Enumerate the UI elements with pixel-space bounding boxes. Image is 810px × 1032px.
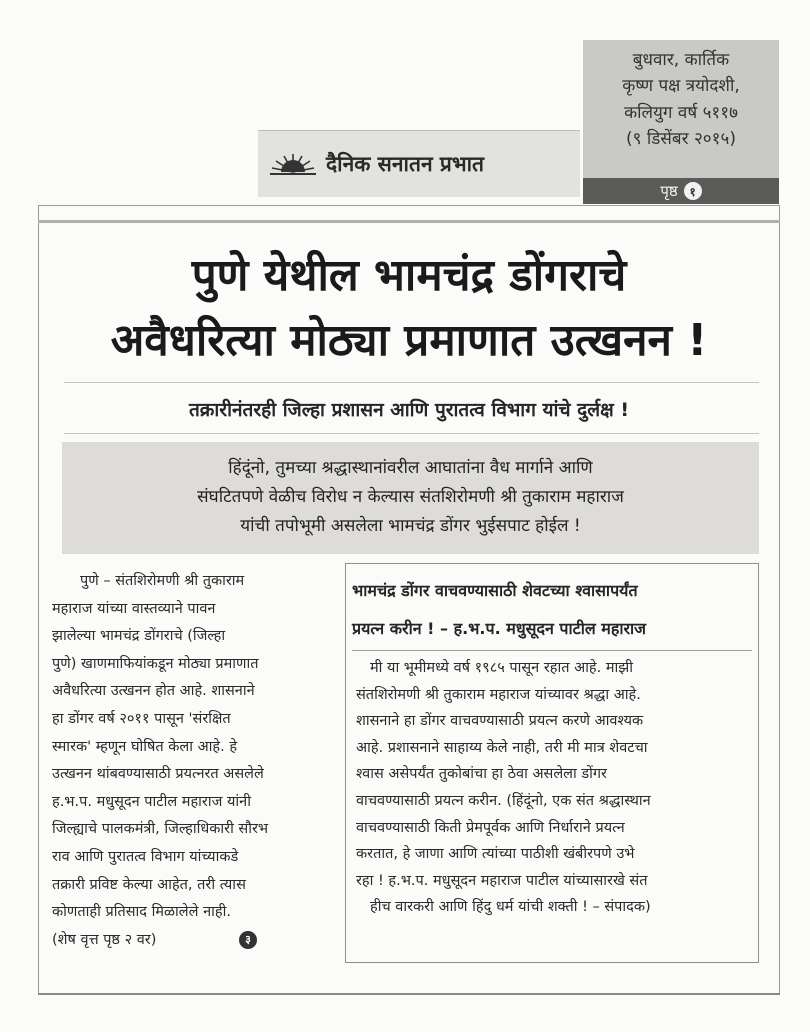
article-bottom-rule [38,993,780,995]
page-number-bar [583,178,779,204]
date-line-kaliyug-year: कलियुग वर्ष ५११७ [624,102,738,123]
sidebox-title-line: भामचंद्र डोंगर वाचवण्यासाठी शेवटच्या श्वासापर्यंत [352,581,638,600]
page-number-badge: १ [684,182,702,200]
subheadline-top-rule [64,382,759,383]
headline-line-1: पुणे येथील भामचंद्र डोंगराचे [191,250,627,301]
sidebox-title-line: प्रयत्न करीन ! – ह.भ.प. मधुसूदन पाटील महाराज [352,619,647,638]
body-line: राव आणि पुरातत्व विभाग यांच्याकडे [52,848,239,865]
sidebox-line: वाचवण्यासाठी प्रयत्न करीन. (हिंदूंनो, एक संत श्रद्धास्थान [356,792,651,809]
appeal-callout [62,442,759,554]
body-line: पुणे – संतशिरोमणी श्री तुकाराम [80,573,245,589]
sidebox-line: वाचवण्यासाठी किती प्रेमपूर्वक आणि निर्धाराने प्रयत्न [356,819,625,836]
callout-line: संघटितपणे वेळीच विरोध न केल्यास संतशिरोमणी श्री तुकाराम महाराज [197,487,624,508]
callout-line: हिंदूंनो, तुमच्या श्रद्धास्थानांवरील आघातांना वैध मार्गाने आणि [228,458,593,478]
sidebox-line: करतात, हे जाणा आणि त्यांच्या पाठीशी खंबीरपणे उभे [356,846,635,863]
sidebox-title-rule [352,650,752,651]
date-box [583,40,779,178]
continued-note-row [52,927,336,955]
body-line: पुणे) खाणमाफियांकडून मोठ्या प्रमाणात [52,655,259,672]
rising-sun-logo-icon [268,150,318,178]
sidebox-line: शासनाने हा डोंगर वाचवण्यासाठी प्रयत्न करणे आवश्यक [356,713,644,730]
newspaper-name: दैनिक सनातन प्रभात [326,152,485,176]
subheadline: तक्रारीनंतरही जिल्हा प्रशासन आणि पुरातत्व विभाग यांचे दुर्लक्ष ! [188,399,630,421]
sidebox-line: रहा ! ह.भ.प. मधुसूदन महाराज पाटील यांच्यासारखे संत [356,872,648,889]
sidebox-body [356,655,752,921]
headline-line-2: अवैधरित्या मोठ्या प्रमाणात उत्खनन ! [110,315,708,366]
article-body [52,568,336,954]
body-line: ह.भ.प. मधुसूदन पाटील महाराज यांनी [52,793,251,810]
callout-line: यांची तपोभूमी असलेला भामचंद्र डोंगर भुईसपाट होईल ! [240,516,581,537]
body-line: जिल्ह्याचे पालकमंत्री, जिल्हाधिकारी सौरभ [52,821,269,838]
date-line-weekday: बुधवार, कार्तिक [632,50,730,70]
body-line: तक्रारी प्रविष्ट केल्या आहेत, तरी त्यास [52,876,246,893]
body-line: कोणताही प्रतिसाद मिळालेले नाही. [52,904,231,921]
subheadline-bottom-rule [64,433,759,434]
date-line-gregorian: (९ डिसेंबर २०१५) [626,129,736,150]
sidebox-line: संतशिरोमणी श्री तुकाराम महाराज यांच्यावर श्रद्धा आहे. [356,686,641,703]
sidebox-line: आहे. प्रशासनाने साहाय्य केले नाही, तरी मी मात्र शेवटचा [356,739,648,756]
body-line: अवैधरित्या उत्खनन होत आहे. शासनाने [52,683,255,700]
body-line: उत्खनन थांबवण्यासाठी प्रयत्नरत असलेले [52,766,264,783]
continued-note: (शेष वृत्त पृष्ठ २ वर) [52,931,157,948]
page-label: पृष्ठ [660,182,678,200]
sidebox-line: हीच वारकरी आणि हिंदु धर्म यांची शक्ती ! – संपादक) [370,899,651,916]
sidebox-line: श्वास असेपर्यंत तुकोबांचा हा ठेवा असलेला डोंगर [356,766,607,783]
date-line-tithi: कृष्ण पक्ष त्रयोदशी, [622,76,740,97]
body-line: महाराज यांच्या वास्तव्याने पावन [52,600,216,617]
body-line: हा डोंगर वर्ष २०११ पासून 'संरक्षित [52,710,231,727]
end-mark-icon: ३ [239,931,257,949]
body-line: स्मारक' म्हणून घोषित केला आहे. हे [52,738,238,755]
newspaper-masthead [258,130,580,197]
article-top-rule [38,220,780,223]
body-line: झालेल्या भामचंद्र डोंगराचे (जिल्हा [52,628,226,645]
sidebox-title [352,572,752,648]
sidebox-line: मी या भूमीमध्ये वर्ष १९८५ पासून रहात आहे. माझी [370,660,633,676]
